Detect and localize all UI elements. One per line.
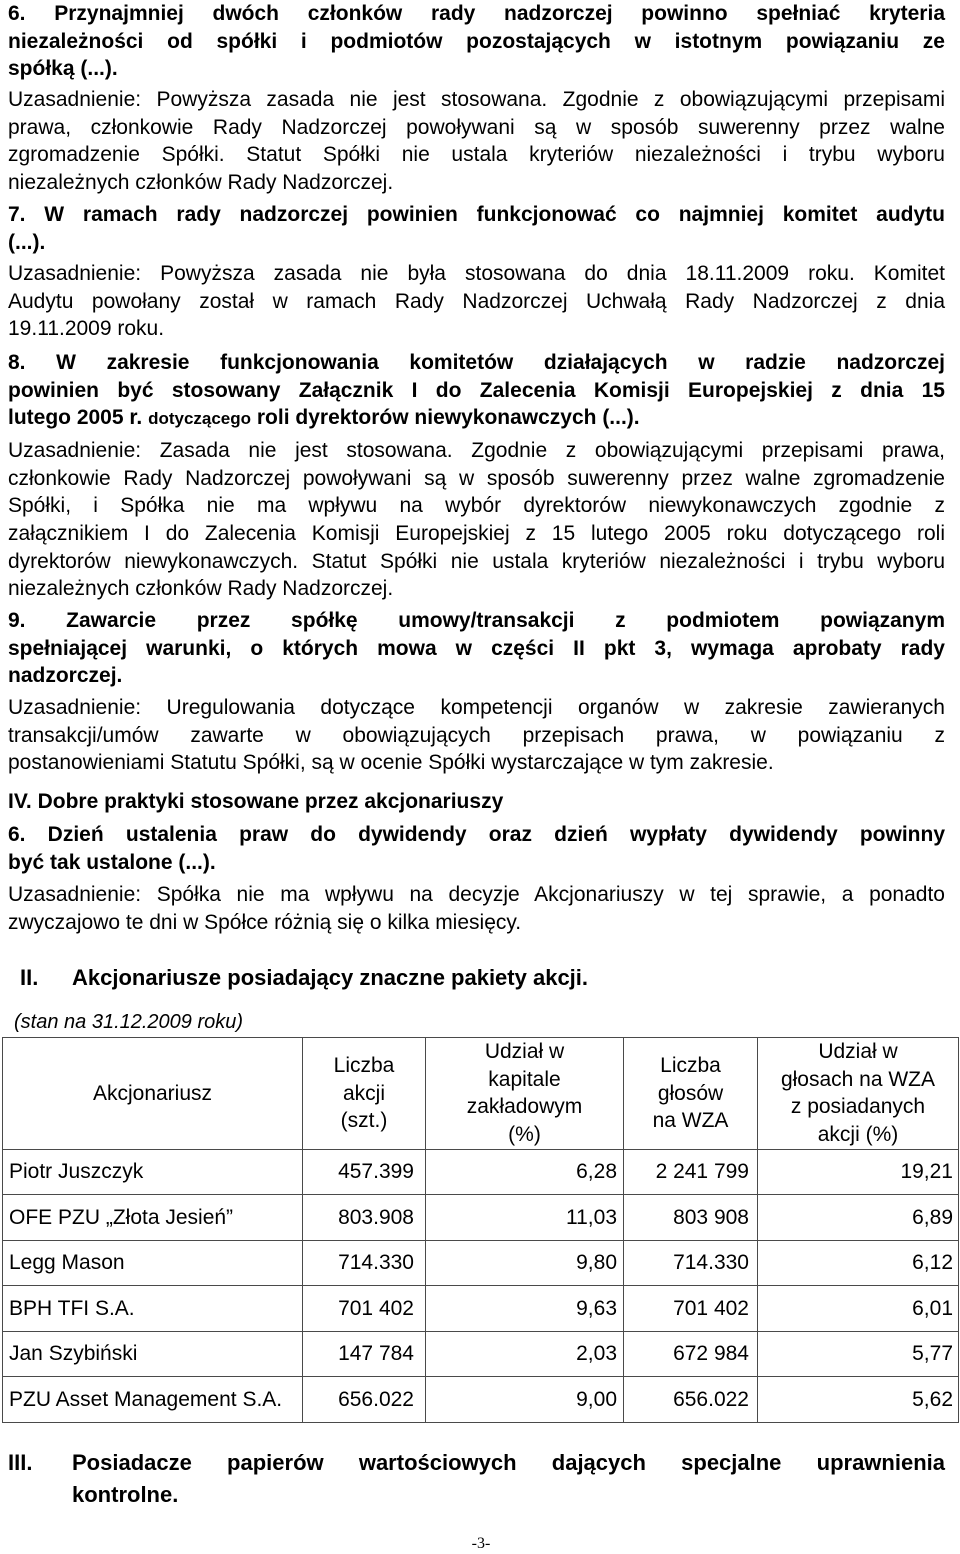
part-iii-title <box>72 1447 945 1511</box>
heading-text: lutego 2005 r. <box>8 406 149 430</box>
cell-shareholder: Legg Mason <box>3 1240 303 1286</box>
cell-share-count: 147 784 <box>303 1331 426 1377</box>
body-line: Spółki, i Spółka nie ma wpływu na wybór dyrektorów niewykonawczych zgodnie z <box>8 494 945 518</box>
cell-vote-share: 6,12 <box>758 1240 959 1286</box>
header-line: kapitale <box>488 1067 561 1091</box>
heading-text-small: dotyczącego <box>148 409 252 429</box>
header-line: (%) <box>508 1123 541 1147</box>
header-line: na WZA <box>652 1109 729 1133</box>
heading-line: 6. Dzień ustalenia praw do dywidendy oraz dzień wypłaty dywidendy powinny <box>8 823 945 846</box>
cell-capital-share: 6,28 <box>426 1149 624 1195</box>
part-iv-title <box>8 788 945 816</box>
recommendation-8-justification <box>8 437 945 603</box>
cell-capital-share: 9,80 <box>426 1240 624 1286</box>
cell-vote-count: 672 984 <box>624 1331 758 1377</box>
body-line: dyrektorów niewykonawczych. Statut Spółki nie ustala kryteriów niezależności i trybu wyboru <box>8 549 945 573</box>
cell-share-count: 701 402 <box>303 1286 426 1332</box>
cell-vote-count: 701 402 <box>624 1286 758 1332</box>
table-row <box>3 1331 959 1377</box>
body-line: niezależnych członków Rady Nadzorczej. <box>8 171 394 195</box>
body-line: zgromadzenie Spółki. Statut Spółki nie ustala kryteriów niezależności i trybu wyboru <box>8 143 945 167</box>
table-row <box>3 1195 959 1241</box>
header-line: z posiadanych <box>790 1095 926 1119</box>
title-line: kontrolne. <box>72 1482 179 1507</box>
header-line: Udział w <box>818 1040 898 1063</box>
body-line: Audytu powołany został w ramach Rady Nadzorczej Uchwałą Rady Nadzorczej z dnia <box>8 289 945 313</box>
cell-capital-share: 9,63 <box>426 1286 624 1332</box>
table-row <box>3 1240 959 1286</box>
body-line: Uzasadnienie: Powyższa zasada nie była stosowana do dnia 18.11.2009 roku. Komitet <box>8 262 945 285</box>
header-vote-share <box>758 1038 959 1150</box>
cell-share-count: 457.399 <box>303 1149 426 1195</box>
part-ii-title: Akcjonariusze posiadający znaczne pakiety akcji. <box>72 965 589 990</box>
part-ii-number: II. <box>20 965 39 990</box>
body-line: członkowie Rady Nadzorczej powoływani są w sposób suwerenny przez walne zgromadzenie <box>8 466 945 490</box>
part-iv-item-6-heading <box>8 821 945 876</box>
cell-vote-share: 5,62 <box>758 1377 959 1423</box>
header-vote-count <box>624 1038 758 1150</box>
heading-line: 8. W zakresie funkcjonowania komitetów działających w radzie nadzorczej <box>8 351 945 374</box>
cell-vote-share: 6,01 <box>758 1286 959 1332</box>
body-line: Uzasadnienie: Spółka nie ma wpływu na decyzje Akcjonariuszy w tej sprawie, a ponadto <box>8 883 945 906</box>
cell-capital-share: 9,00 <box>426 1377 624 1423</box>
header-line: akcji <box>342 1081 385 1105</box>
body-line: niezależnych członków Rady Nadzorczej. <box>8 577 394 601</box>
header-line: (szt.) <box>340 1109 388 1133</box>
section-title: IV. Dobre praktyki stosowane przez akcjonariuszy <box>8 790 504 813</box>
body-line: Uzasadnienie: Zasada nie jest stosowana. Zgodnie z obowiązującymi przepisami prawa, <box>8 439 945 462</box>
heading-line: 6. Przynajmniej dwóch członków rady nadzorczej powinno spełniać kryteria <box>8 2 945 25</box>
body-line: prawa, członkowie Rady Nadzorczej powoływani są w sposób suwerenny przez walne <box>8 115 945 139</box>
table-row <box>3 1286 959 1332</box>
part-iv-item-6-justification <box>8 881 945 936</box>
recommendation-9-heading <box>8 607 945 690</box>
table-date-note: (stan na 31.12.2009 roku) <box>14 1011 244 1033</box>
cell-vote-count: 656.022 <box>624 1377 758 1423</box>
cell-shareholder: PZU Asset Management S.A. <box>3 1377 303 1423</box>
body-line: Uzasadnienie: Powyższa zasada nie jest stosowana. Zgodnie z obowiązującymi przepisami <box>8 88 945 111</box>
cell-shareholder: OFE PZU „Złota Jesień” <box>3 1195 303 1241</box>
heading-line: spółką (...). <box>8 57 118 81</box>
header-line: Liczba <box>333 1053 395 1077</box>
cell-vote-share: 6,89 <box>758 1195 959 1241</box>
page-number: -3- <box>471 1535 491 1552</box>
header-line: akcji (%) <box>817 1123 899 1147</box>
table-header-row <box>3 1038 959 1150</box>
cell-capital-share: 11,03 <box>426 1195 624 1241</box>
heading-line: spełniającej warunki, o których mowa w części II pkt 3, wymaga aprobaty rady <box>8 636 945 660</box>
cell-vote-share: 19,21 <box>758 1149 959 1195</box>
header-line: zakładowym <box>466 1095 583 1119</box>
cell-capital-share: 2,03 <box>426 1331 624 1377</box>
header-line: głosów <box>657 1081 724 1105</box>
header-line: Liczba <box>660 1053 721 1077</box>
recommendation-7-heading <box>8 201 945 256</box>
body-line: postanowieniami Statutu Spółki, są w ocenie Spółki wystarczające w tym zakresie. <box>8 751 774 775</box>
title-line: Posiadacze papierów wartościowych dających specjalne uprawnienia <box>72 1450 945 1475</box>
header-line: głosach na WZA <box>780 1067 936 1091</box>
heading-line: nadzorczej. <box>8 664 123 688</box>
cell-vote-count: 2 241 799 <box>624 1149 758 1195</box>
recommendation-7-justification <box>8 260 945 343</box>
cell-shareholder: Jan Szybiński <box>3 1331 303 1377</box>
cell-share-count: 656.022 <box>303 1377 426 1423</box>
recommendation-9-justification <box>8 694 945 777</box>
heading-line: (...). <box>8 230 46 254</box>
cell-share-count: 803.908 <box>303 1195 426 1241</box>
part-iii-number: III. <box>8 1450 33 1475</box>
recommendation-6-justification <box>8 86 945 197</box>
header-capital-share <box>426 1038 624 1150</box>
body-line: Uzasadnienie: Uregulowania dotyczące kompetencji organów w zakresie zawieranych <box>8 696 945 719</box>
heading-text: roli dyrektorów niewykonawczych (...). <box>251 406 640 430</box>
heading-line: 9. Zawarcie przez spółkę umowy/transakcji z podmiotem powiązanym <box>8 609 945 632</box>
cell-vote-share: 5,77 <box>758 1331 959 1377</box>
heading-line <box>8 404 945 432</box>
body-line: transakcji/umów zawarte w obowiązujących przepisach prawa, w powiązaniu z <box>8 723 945 747</box>
heading-line: być tak ustalone (...). <box>8 850 216 874</box>
heading-line: powinien być stosowany Załącznik I do Zalecenia Komisji Europejskiej z dnia 15 <box>8 378 945 402</box>
header-line: Akcjonariusz <box>92 1081 213 1105</box>
cell-vote-count: 714.330 <box>624 1240 758 1286</box>
body-line: załącznikiem I do Zalecenia Komisji Europejskiej z 15 lutego 2005 roku dotyczącego roli <box>8 522 945 546</box>
body-line: 19.11.2009 roku. <box>8 317 165 341</box>
table-row <box>3 1149 959 1195</box>
header-line: Udział w <box>484 1040 565 1063</box>
recommendation-8-heading <box>8 349 945 432</box>
cell-share-count: 714.330 <box>303 1240 426 1286</box>
header-shareholder <box>3 1038 303 1150</box>
heading-line: 7. W ramach rady nadzorczej powinien funkcjonować co najmniej komitet audytu <box>8 203 945 226</box>
header-share-count <box>303 1038 426 1150</box>
cell-vote-count: 803 908 <box>624 1195 758 1241</box>
cell-shareholder: Piotr Juszczyk <box>3 1149 303 1195</box>
body-line: zwyczajowo te dni w Spółce różnią się o kilka miesięcy. <box>8 910 522 934</box>
shareholders-table <box>2 1037 959 1423</box>
recommendation-6-heading <box>8 0 945 83</box>
cell-shareholder: BPH TFI S.A. <box>3 1286 303 1332</box>
table-row <box>3 1377 959 1423</box>
heading-line: niezależności od spółki i podmiotów pozostających w istotnym powiązaniu ze <box>8 29 945 53</box>
